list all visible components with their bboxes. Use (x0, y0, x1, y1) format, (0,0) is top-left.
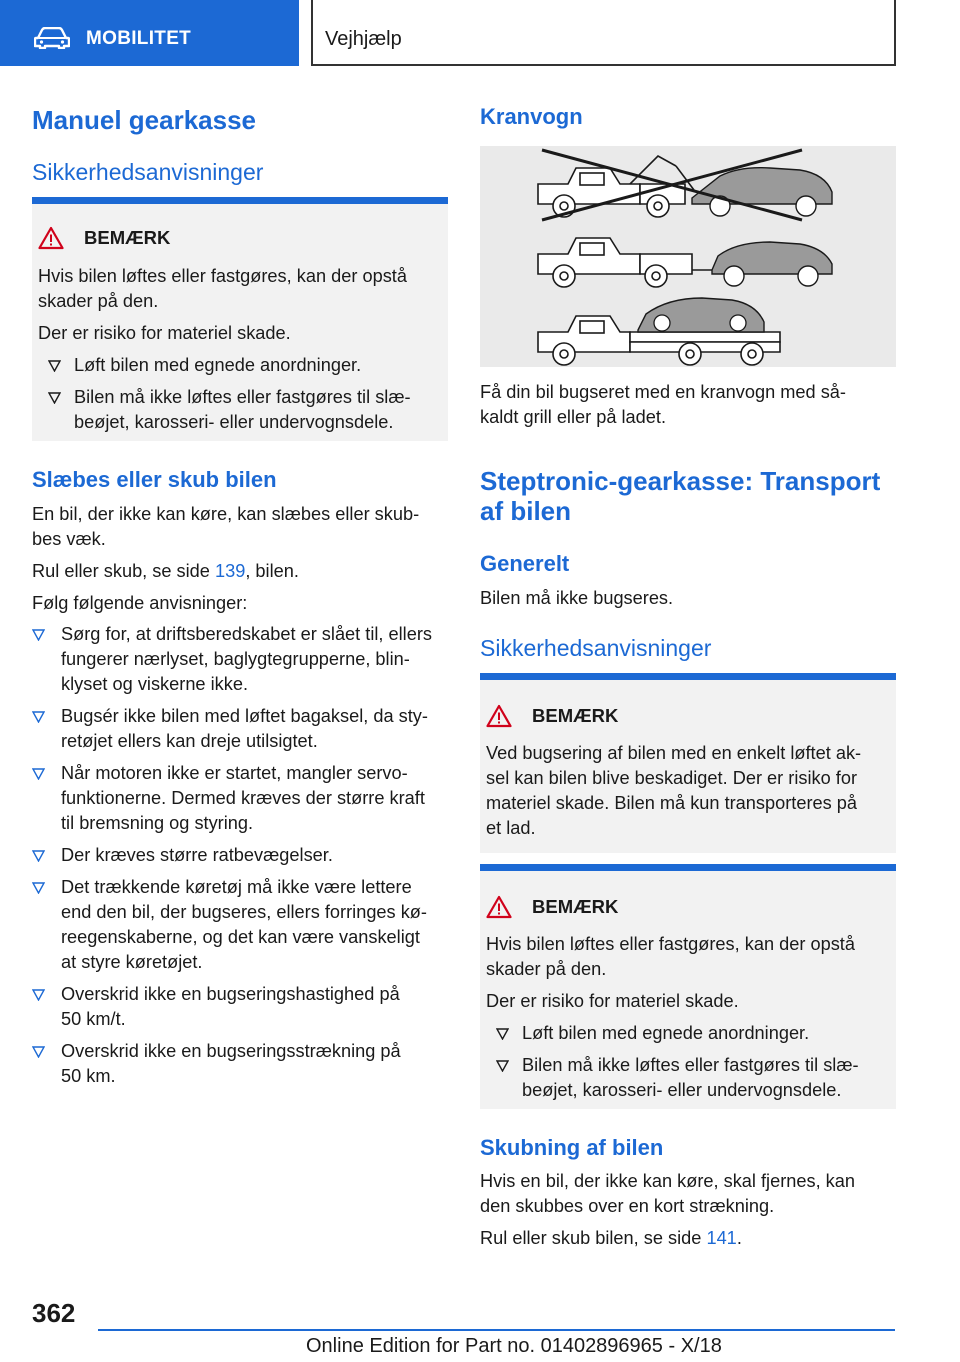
note-heading: BEMÆRK (532, 705, 619, 726)
bullet-triangle-icon (32, 629, 45, 641)
list-item-text: funktionerne. Dermed kræves der større kraft (61, 788, 425, 808)
list-item-text: Der kræves større ratbevægelser. (61, 845, 333, 865)
list-item-text: 50 km/t. (61, 1009, 126, 1029)
list-item: Bilen må ikke løftes eller fastgøres til slæ- beøjet, karosseri- eller undervognsdele. (48, 385, 411, 435)
paragraph: Bilen må ikke bugseres. (480, 588, 674, 608)
list-item-text: klyset og viskerne ikke. (61, 674, 248, 694)
car-icon (34, 27, 70, 49)
list-item-text: Når motoren ikke er startet, mangler servo- (61, 763, 408, 783)
list-item-text: Det trækkende køretøj må ikke være lettere (61, 877, 412, 897)
list-item (32, 875, 427, 975)
note-text: sel kan bilen blive beskadiget. Der er risiko for (486, 768, 857, 788)
tow-truck-illustration-drawing (480, 146, 896, 367)
bullet-triangle-icon (32, 768, 45, 780)
warning-note (480, 673, 896, 853)
paragraph: kaldt grill eller på ladet. (480, 407, 667, 427)
note-text: skader på den. (486, 959, 607, 979)
note-text: et lad. (486, 818, 536, 838)
page-link-139[interactable]: 139 (214, 561, 246, 581)
list-item-text: Sørg for, at driftsberedskabet er slået til, ellers (61, 624, 432, 644)
note-text: Der er risiko for materiel skade. (38, 323, 291, 343)
list-item-text: retøjet ellers kan dreje utilsigtet. (61, 731, 318, 751)
footer-edition: Online Edition for Part no. 01402896965 - X/18 (306, 1335, 722, 1357)
push-heading: Skubning af bilen (480, 1135, 664, 1160)
paragraph: bes væk. (32, 529, 106, 549)
bullet-triangle-icon (48, 392, 61, 404)
warning-note (32, 197, 448, 441)
page-link-141[interactable]: 141 (706, 1228, 737, 1248)
tow-truck-illustration (480, 146, 896, 367)
paragraph: Rul eller skub bilen, se side 141. (480, 1228, 742, 1248)
list-item-text: end den bil, der bugseres, ellers forringes kø- (61, 902, 427, 922)
bullet-triangle-icon (496, 1028, 509, 1040)
list-item-text: Overskrid ikke en bugseringsstrækning på (61, 1041, 401, 1061)
bullet-triangle-icon (32, 711, 45, 723)
list-item-text: at styre køretøjet. (61, 952, 203, 972)
list-item (32, 622, 432, 697)
list-item-text: Overskrid ikke en bugseringshastighed på (61, 984, 400, 1004)
note-text: Hvis bilen løftes eller fastgøres, kan der opstå (38, 266, 407, 286)
footer-divider (98, 1329, 895, 1331)
list-item (32, 982, 400, 1032)
list-item-text: til bremsning og styring. (61, 813, 254, 833)
page-number: 362 (32, 1298, 76, 1328)
warning-icon (38, 226, 64, 250)
note-text: skader på den. (38, 291, 159, 311)
note-text: materiel skade. Bilen må kun transporteres på (486, 793, 858, 813)
paragraph: Hvis en bil, der ikke kan køre, skal fjernes, kan (480, 1171, 856, 1191)
tow-heading: Slæbes eller skub bilen (32, 467, 277, 492)
paragraph: Følg følgende anvisninger: (32, 593, 248, 613)
paragraph: den skubbes over en kort strækning. (480, 1196, 775, 1216)
bullet-triangle-icon (32, 989, 45, 1001)
list-item (32, 843, 333, 868)
list-item-text: 50 km. (61, 1066, 116, 1086)
warning-icon (486, 895, 512, 919)
warning-note (480, 864, 896, 1109)
bullet-triangle-icon (496, 1060, 509, 1072)
paragraph: Rul eller skub, se side 139, bilen. (32, 561, 299, 581)
list-item (32, 704, 428, 754)
warning-icon (486, 704, 512, 728)
paragraph: Få din bil bugseret med en kranvogn med så- (480, 382, 846, 402)
subsection-title: Sikkerhedsanvisninger (32, 159, 264, 185)
crane-heading: Kranvogn (480, 104, 583, 129)
chapter-header (311, 0, 896, 66)
list-item: Løft bilen med egnede anordninger. (496, 1021, 809, 1046)
steptronic-heading: af bilen (480, 496, 572, 526)
note-heading: BEMÆRK (84, 227, 171, 248)
note-text: Ved bugsering af bilen med en enkelt løftet ak- (486, 743, 862, 763)
note-heading: BEMÆRK (532, 896, 619, 917)
list-item (32, 761, 425, 836)
paragraph: En bil, der ikke kan køre, kan slæbes eller skub- (32, 504, 420, 524)
list-item-text: Bugsér ikke bilen med løftet bagaksel, da sty- (61, 706, 428, 726)
list-item-text: fungerer nærlyset, baglygtegrupperne, blin- (61, 649, 410, 669)
section-title: Manuel gearkasse (32, 105, 257, 135)
section-label: MOBILITET (86, 28, 192, 49)
chapter-label: Vejhjælp (325, 28, 402, 50)
section-tab (0, 0, 299, 66)
safety-heading: Sikkerhedsanvisninger (480, 635, 712, 661)
bullet-triangle-icon (32, 1046, 45, 1058)
bullet-triangle-icon (32, 850, 45, 862)
general-heading: Generelt (480, 551, 570, 576)
bullet-triangle-icon (48, 360, 61, 372)
note-text: Der er risiko for materiel skade. (486, 991, 739, 1011)
list-item: Løft bilen med egnede anordninger. (48, 353, 361, 378)
steptronic-heading: Steptronic-gearkasse: Transport (480, 466, 881, 496)
bullet-triangle-icon (32, 882, 45, 894)
list-item-text: reegenskaberne, og det kan være vanskeligt (61, 927, 420, 947)
list-item (32, 1039, 401, 1089)
list-item: Bilen må ikke løftes eller fastgøres til slæ- beøjet, karosseri- eller undervognsdele. (496, 1053, 859, 1103)
note-text: Hvis bilen løftes eller fastgøres, kan der opstå (486, 934, 855, 954)
